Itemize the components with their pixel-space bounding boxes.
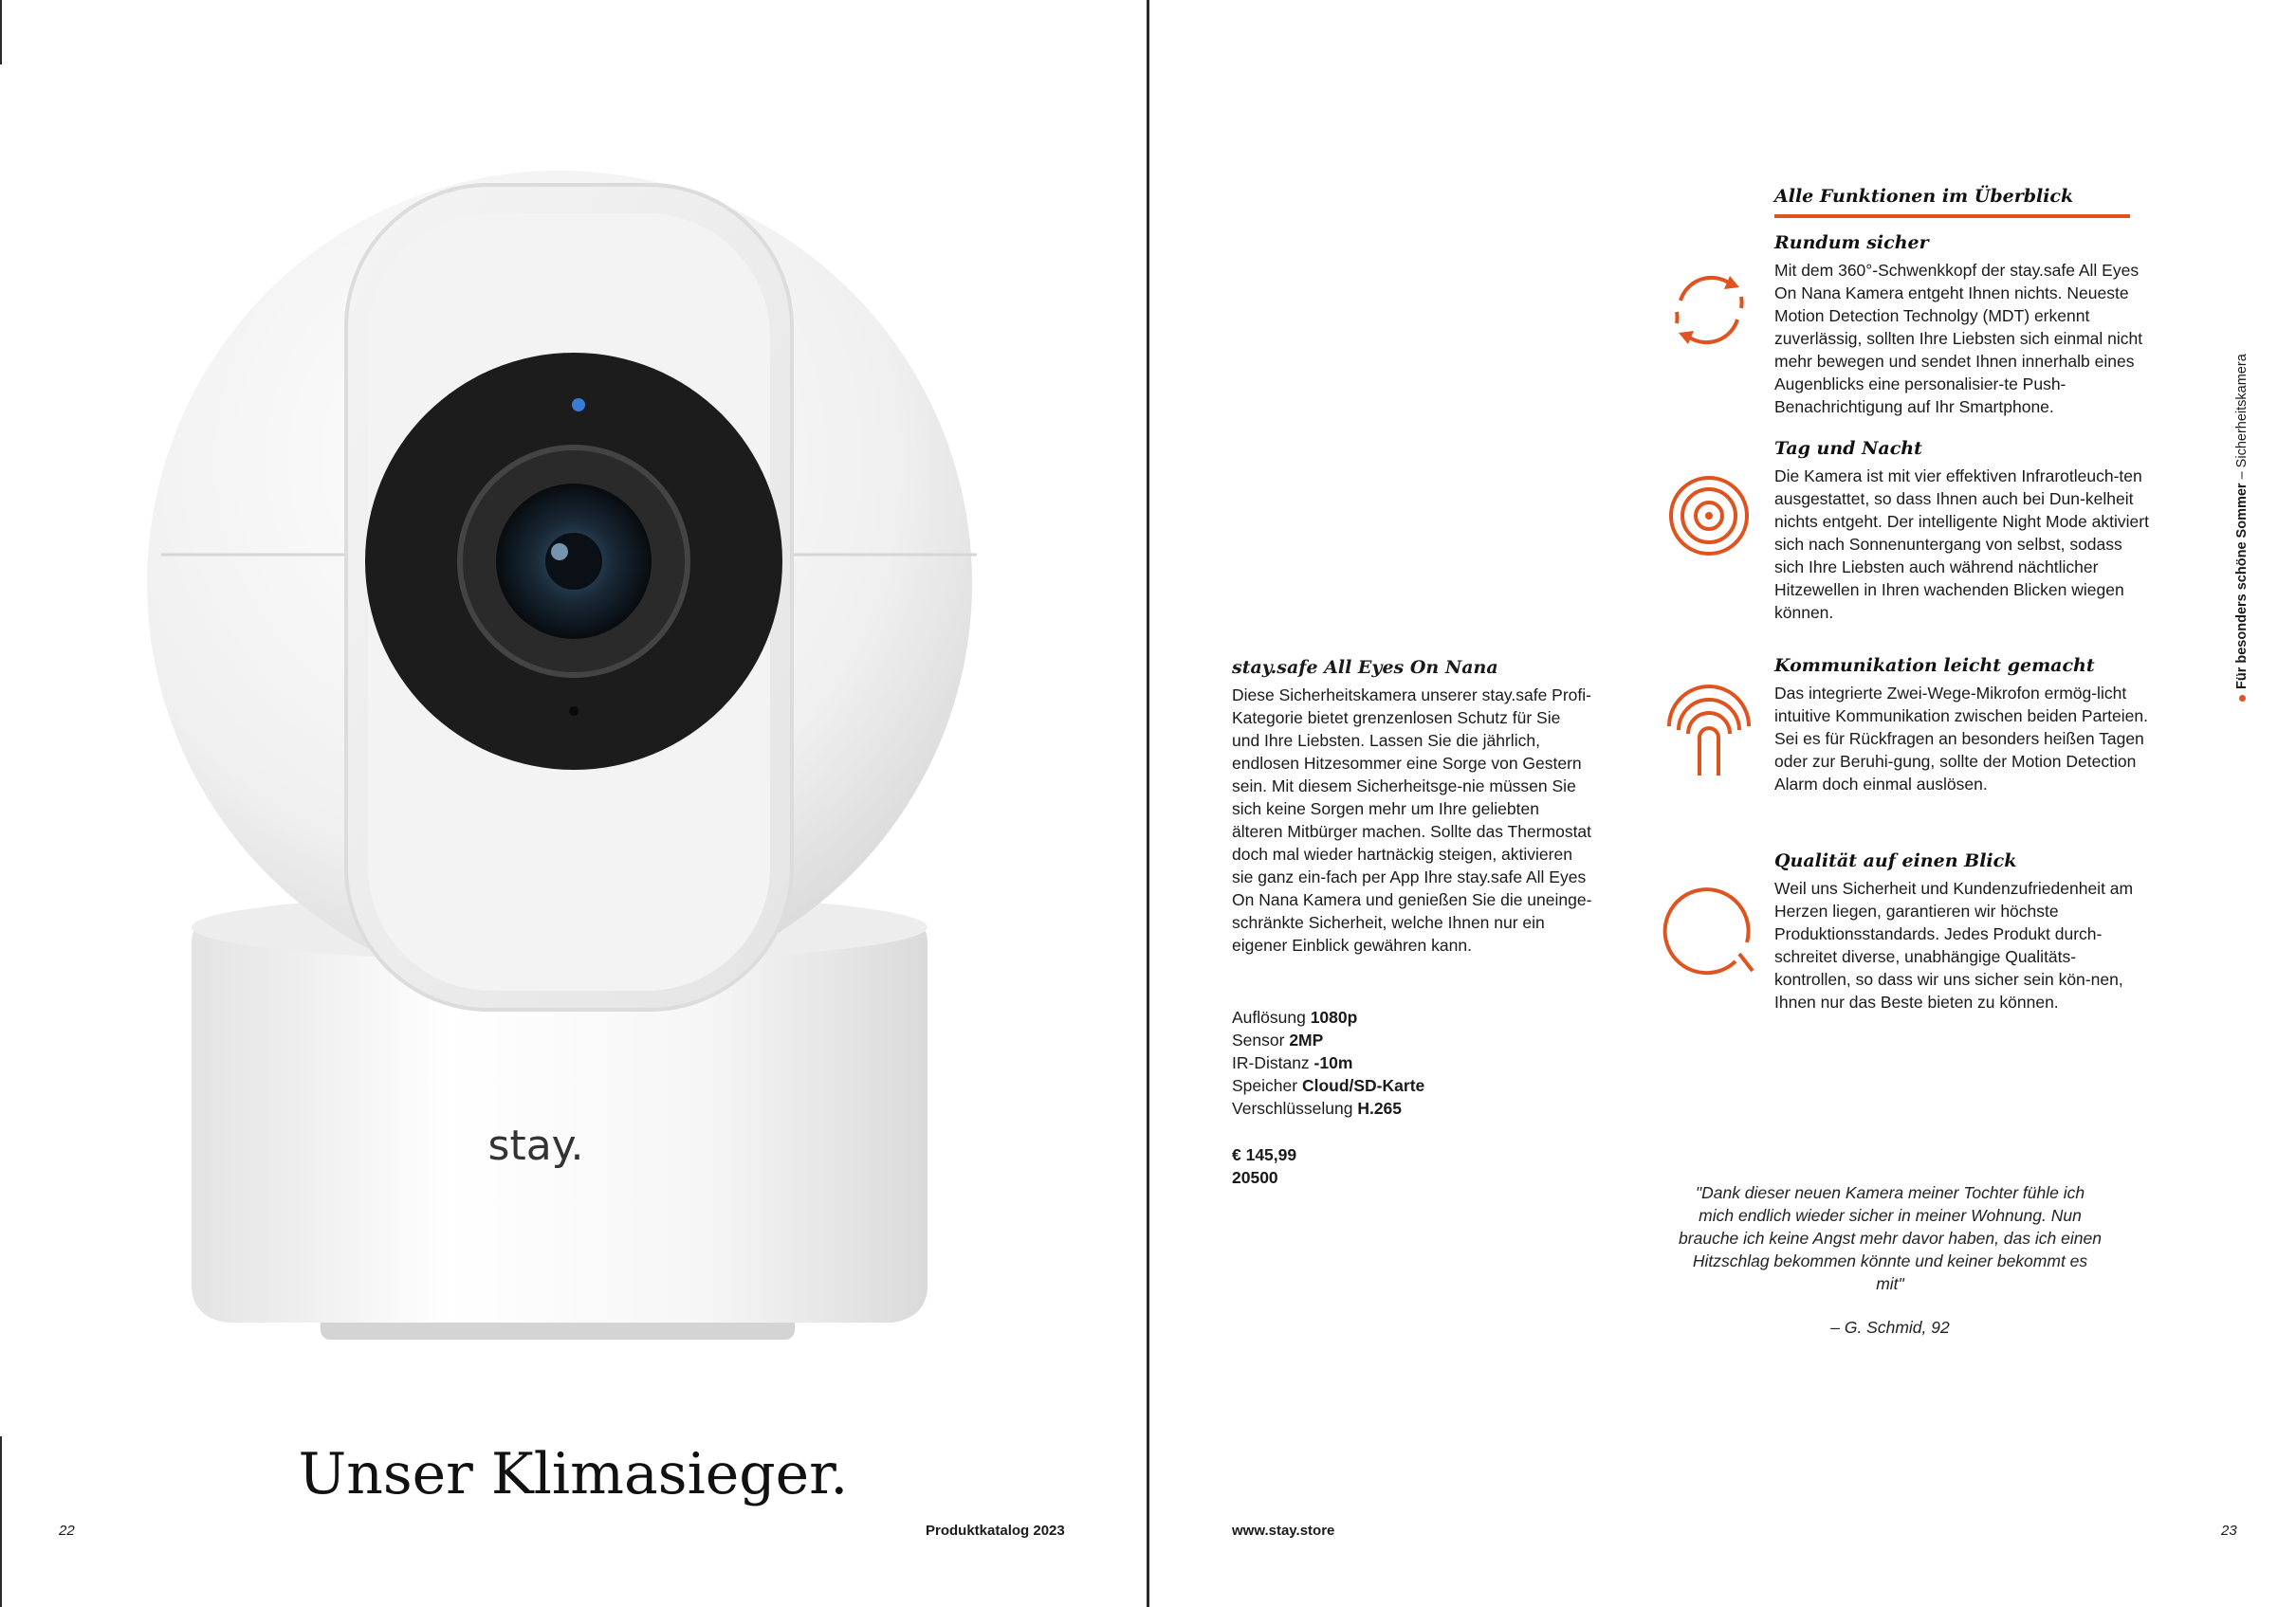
- feature-qualitaet: [1774, 850, 2150, 1014]
- side-section-label: [2234, 354, 2255, 702]
- feature-title: Rundum sicher: [1774, 232, 1929, 253]
- right-page-number: 23: [2221, 1523, 2237, 1539]
- product-price: € 145,99: [1232, 1145, 1297, 1164]
- spec-row: IR-Distanz -10m: [1232, 1053, 1353, 1072]
- product-body: Diese Sicherheitskamera unserer stay.safe Profi-Kategorie bietet grenzenlosen Schutz für Sie und Ihre Liebsten. Lassen Sie die jährlich, endlosen Hitzesommer eine Sorge von Gestern sein. Mit diesem Sicherheitsge-nie müssen Sie sich keine Sorgen mehr um Ihre geliebten älteren Mitbürger machen. Sollte das Thermostat doch mal wieder hartnäckig steigen, aktivieren sie ganz ein-fach per App Ihre stay.safe All Eyes On Nana Kamera und genießen Sie die uneinge-schränkte Sicherheit, welche Ihnen nur ein eigener Einblick gewähren kann.: [1232, 685, 1592, 955]
- product-price-block: [1232, 1143, 1296, 1189]
- website-url: www.stay.store: [1232, 1523, 1335, 1539]
- crop-mark-top: [0, 0, 2, 64]
- side-label-rest: – Sicherheitskamera: [2234, 354, 2250, 484]
- feature-body: Das integrierte Zwei-Wege-Mikrofon ermög-licht intuitive Kommunikation zwischen beiden Parteien. Sei es für Rückfragen an besonders heißen Tagen oder zur Beruhi-gung, sollte der Motion Detection Alarm doch einmal auslösen.: [1774, 684, 2148, 794]
- left-page: [0, 0, 1147, 1607]
- camera-product-image: [142, 142, 996, 1384]
- features-section-title: Alle Funktionen im Überblick: [1774, 186, 2074, 207]
- product-description: [1232, 657, 1592, 957]
- spec-row: Verschlüsselung H.265: [1232, 1099, 1403, 1118]
- feature-title: Qualität auf einen Blick: [1774, 850, 2017, 871]
- quality-q-icon: [1662, 882, 1756, 977]
- product-specs: [1232, 1006, 1424, 1120]
- microphone-signal-icon: [1662, 685, 1756, 779]
- feature-tag-und-nacht: [1774, 438, 2150, 624]
- article-number: 20500: [1232, 1168, 1278, 1187]
- feature-body: Mit dem 360°-Schwenkkopf der stay.safe All Eyes On Nana Kamera entgeht Ihnen nichts. Neueste Motion Detection Technolgy (MDT) erkennt zuverlässig, sollten Ihre Liebsten sich einmal nicht mehr bewegen und sendet Ihnen innerhalb eines Augenblicks eine personalisier-te Push-Benachrichtigung auf Ihr Smartphone.: [1774, 261, 2143, 416]
- feature-title: Tag und Nacht: [1774, 438, 1922, 459]
- feature-body: Weil uns Sicherheit und Kundenzufriedenheit am Herzen liegen, garantieren wir höchste Produktionsstandards. Jedes Produkt durch-schreitet diverse, unabhängige Qualitäts-kontrollen, so dass wir uns sicher sein kön-nen, Ihnen nur das Beste bieten zu können.: [1774, 879, 2134, 1012]
- spec-row: Sensor 2MP: [1232, 1031, 1324, 1050]
- quote-author: – G. Schmid, 92: [1830, 1318, 1950, 1337]
- rotate-arrows-icon: [1662, 263, 1756, 357]
- accent-dot: [2239, 695, 2246, 702]
- feature-kommunikation: [1774, 655, 2150, 795]
- customer-quote: "Dank dieser neuen Kamera meiner Tochter fühle ich mich endlich wieder sicher in meiner Wohnung. Nun brauche ich keine Angst mehr davor haben, das ich einen Hitzschlag bekommen könnte und keiner bekommt es mit": [1679, 1183, 2102, 1293]
- crop-mark-bottom: [0, 1436, 2, 1607]
- feature-rundum-sicher: [1774, 232, 2150, 418]
- infrared-target-icon: [1662, 468, 1756, 563]
- left-page-number: 22: [59, 1523, 75, 1539]
- spec-row: Speicher Cloud/SD-Karte: [1232, 1076, 1425, 1095]
- product-title: stay.safe All Eyes On Nana: [1232, 657, 1498, 678]
- camera-brand-text: stay.: [487, 1122, 584, 1170]
- side-label-bold: Für besonders schöne Sommer: [2234, 483, 2250, 689]
- feature-title: Kommunikation leicht gemacht: [1774, 655, 2095, 676]
- spec-row: Auflösung 1080p: [1232, 1008, 1358, 1027]
- feature-body: Die Kamera ist mit vier effektiven Infrarotleuch-ten ausgestattet, so dass Ihnen auch bei Dun-kelheit nichts entgeht. Der intelligente Night Mode aktiviert sich nach Sonnenuntergang von selbst, sodass sich Ihre Liebsten auch während nächtlicher Hitzewellen in Ihren wachenden Blicken wiegen können.: [1774, 466, 2149, 622]
- title-underline: [1774, 214, 2130, 218]
- catalog-label: Produktkatalog 2023: [926, 1523, 1065, 1539]
- page-headline: Unser Klimasieger.: [298, 1441, 849, 1507]
